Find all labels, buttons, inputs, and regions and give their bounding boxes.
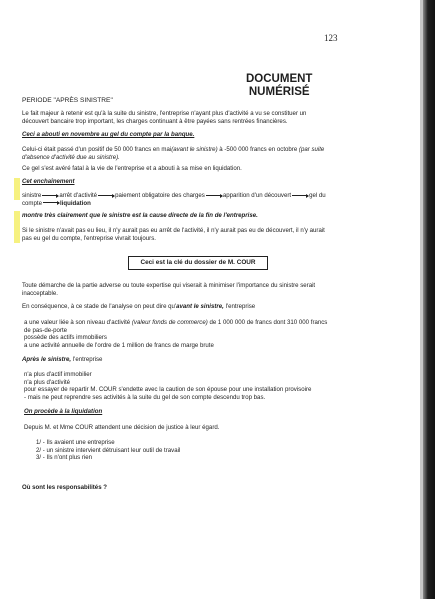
arrow-icon <box>42 195 58 196</box>
apres-part-a: Après le sinistre, <box>22 356 72 363</box>
gel-fatal: Ce gel s'est avéré fatal à la vie de l'entreprise et a abouti à sa mise en liquidation. <box>22 165 242 172</box>
enchainement-row-2 <box>22 200 91 207</box>
chain-step-sinistre: sinistre <box>22 192 42 199</box>
avant-item-1-b: (valeur fonds de commerce) <box>131 319 208 326</box>
question-line: Où sont les responsabilités ? <box>22 484 107 491</box>
avant-item-2: possède des actifs immobiliers <box>24 334 107 341</box>
heading-ceci-abouti: Ceci a abouti en novembre au gel du compte par la banque. <box>22 131 195 138</box>
chain-step-compte: compte <box>22 199 42 207</box>
apres-item-2: n'a plus d'activité <box>24 378 71 386</box>
arrow-icon <box>98 195 114 196</box>
passage-part-b: (avant le sinistre) <box>171 146 218 153</box>
passage-line-2: d'absence d'activité due au sinistre). <box>22 153 120 161</box>
intro-line-2: découvert bancaire trop important, les charges continuant à être payées sans rentrées financières. <box>22 117 288 125</box>
apres-item-4: - mais ne peut reprendre ses activités à la suite du gel de son compte descendu trop bas. <box>24 393 266 401</box>
avant-item-1-a: a une valeur liée à son niveau d'activité <box>24 319 132 326</box>
chain-step-paiement: paiement obligatoire des charges <box>115 192 205 199</box>
numbered-item-1: 1/ - Ils avaient une entreprise <box>36 439 115 446</box>
chain-step-decouvert: apparition d'un découvert <box>222 192 292 199</box>
avant-item-3: a une activité annuelle de l'ordre de 1 million de francs de marge brute <box>24 341 214 349</box>
montre-statement: montre très clairement que le sinistre est la cause directe de la fin de l'entreprise. <box>22 212 258 219</box>
section-title: PERIODE "APRÈS SINISTRE" <box>22 97 113 104</box>
consequence-part-c: l'entreprise <box>223 303 256 310</box>
consequence-part-a: En conséquence, à ce stade de l'analyse on peut dire qu' <box>22 303 177 310</box>
consequence-part-b: avant le sinistre, <box>176 303 224 310</box>
passage-part-d: (par suite <box>298 146 325 153</box>
highlighter-mark-1 <box>14 178 20 200</box>
depuis-line: Depuis M. et Mme COUR attendent une décision de justice à leur égard. <box>24 424 220 431</box>
demarche-line-2: inacceptable. <box>22 289 58 297</box>
highlighter-mark-2 <box>14 211 20 243</box>
avant-item-1-cont: de pas-de-porte <box>24 326 68 334</box>
avant-item-1 <box>24 319 327 326</box>
apres-part-b: l'entreprise <box>71 356 103 363</box>
arrow-icon <box>206 195 222 196</box>
consequence-line <box>22 303 255 310</box>
numbered-item-3: 3/ - Ils n'ont plus rien <box>36 454 93 461</box>
document-stamp <box>246 73 312 99</box>
chain-step-arret: arrêt d'activité <box>59 192 98 199</box>
numbered-item-2: 2/ - un sinistre intervient détruisant leur outil de travail <box>36 446 181 454</box>
enchainement-title: Cet enchaînement <box>22 178 75 185</box>
arrow-icon <box>292 195 308 196</box>
stamp-line-1: DOCUMENT <box>246 73 313 85</box>
page-number: 123 <box>324 33 338 43</box>
passage-part-a: Celui-ci était passé d'un positif de 50 000 francs en mai <box>22 146 172 153</box>
chain-step-gel: gel du <box>309 192 326 199</box>
apres-item-1: n'a plus d'actif immobilier <box>24 371 92 378</box>
liquidation-heading: On procède à la liquidation <box>24 408 103 415</box>
passage-line-1 <box>22 146 324 153</box>
arrow-icon <box>43 202 59 203</box>
demarche-line-1: Toute démarche de la partie adverse ou toute expertise qui viserait à minimiser l'importance du sinistre serait <box>22 282 316 289</box>
si-sinistre-line-1: Si le sinistre n'avait pas eu lieu, il n'y aurait pas eu arrêt de l'activité, il n'y aurait pas eu de découvert, il n'y aurait <box>22 227 325 234</box>
chain-step-liquidation: liquidation <box>59 199 91 207</box>
key-statement-box: Ceci est la clé du dossier de M. COUR <box>128 256 268 270</box>
si-sinistre-line-2: pas eu gel du compte, l'entreprise vivrait toujours. <box>22 234 156 242</box>
intro-line-1: Le fait majeur à retenir est qu'à la suite du sinistre, l'entreprise n'ayant plus d'activité a vu se constituer un <box>22 110 307 117</box>
scan-edge <box>423 0 435 599</box>
avant-item-1-c: de 1 000 000 de francs dont 310 000 francs <box>207 319 328 326</box>
passage-part-c: à -500 000 francs en octobre <box>217 146 299 153</box>
enchainement-row-1 <box>22 192 326 199</box>
apres-line <box>22 356 102 363</box>
apres-item-3: pour essayer de repartir M. COUR s'endette avec la caution de son épouse pour une installation provisoire <box>24 386 312 393</box>
stamp-line-2: NUMÉRISÉ <box>248 86 310 98</box>
